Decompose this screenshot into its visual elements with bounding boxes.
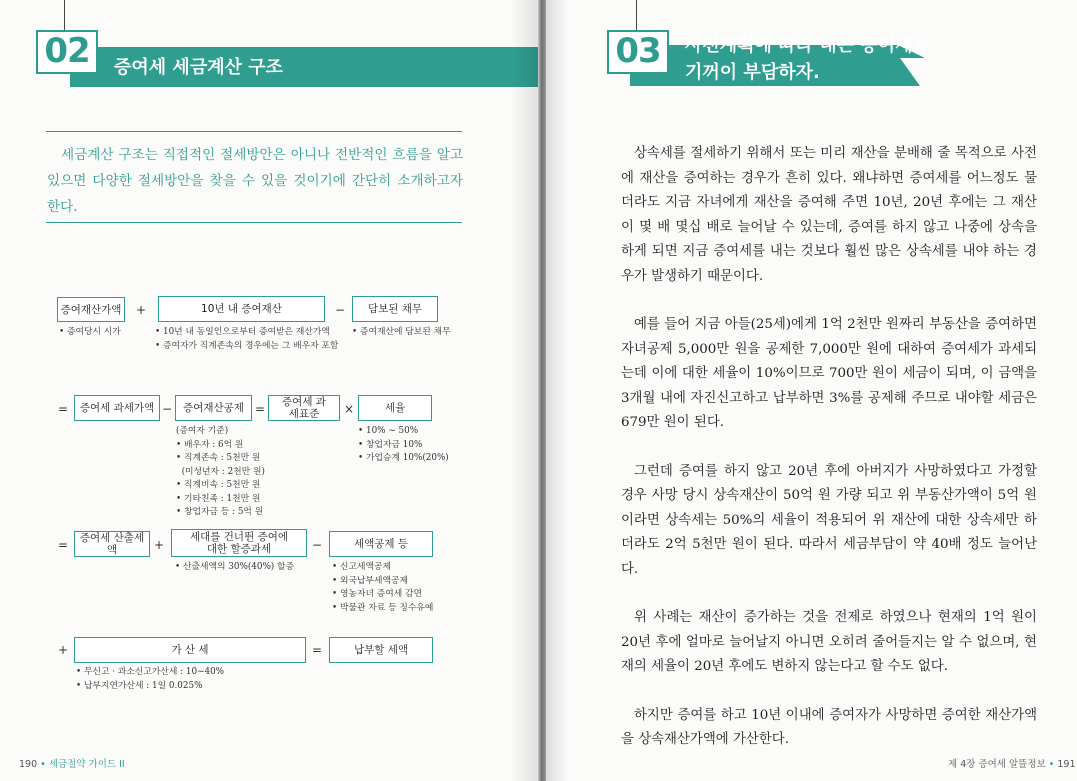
note-line: • 10% ~ 50% xyxy=(358,426,419,436)
operator: − xyxy=(334,303,346,317)
intro-bottom-rule xyxy=(46,222,462,223)
paragraph: 위 사례는 재산이 증가하는 것을 전제로 하였으나 현재의 1억 원이 20년 후에 얼마로 늘어날지 아니면 오히려 줄어들지는 알 수 없으며, 현재의 세율이 20년 후에도 변하지 않는다고 할 수도 없다. xyxy=(621,610,1037,674)
operator: = xyxy=(311,643,323,657)
note-line: (증여자 기준) xyxy=(176,426,229,436)
notes-debt xyxy=(352,326,451,340)
section-title-line2: 기꺼이 부담하자. xyxy=(685,62,820,83)
box-gift-deduction: 증여재산공제 xyxy=(175,395,252,421)
operator: − xyxy=(161,402,173,416)
note-line: • 증여당시 시가 xyxy=(59,327,121,337)
box-tax-credits: 세액공제 등 xyxy=(329,531,433,557)
section-number: 02 xyxy=(36,30,98,74)
note-line: • 창업자금 등 : 5억 원 xyxy=(176,507,264,517)
operator: = xyxy=(254,402,266,416)
note-line: • 창업자금 10% xyxy=(358,439,423,450)
notes-penalty xyxy=(76,666,224,693)
box-tax-rate: 세율 xyxy=(358,395,432,421)
notes-deduction xyxy=(176,425,265,520)
note-line: • 증여재산에 담보된 채무 xyxy=(352,327,451,337)
header-line xyxy=(64,0,65,30)
note-line: • 무신고 · 과소신고가산세 : 10~40% xyxy=(76,667,225,677)
running-title: 세금절약 가이드 II xyxy=(48,759,125,770)
paragraph: 그런데 증여를 하지 않고 20년 후에 아버지가 사망하였다고 가정할 경우 사망 당시 상속재산이 50억 원 가량 되고 위 부동산가액이 5억 원이라면 상속세는 50%의 세율이 적용되어 위 재산에 대한 상속세만 하더라도 2억 5천만 원이 된다. 따라서 세금부담이 약 40배 정도 늘어난다. xyxy=(621,463,1037,577)
notes-gift-value xyxy=(59,326,121,340)
paragraph: 하지만 증여를 하고 10년 이내에 증여자가 사망하면 증여한 재산가액을 상속재산가액에 가산한다. xyxy=(621,707,1037,747)
footer-left xyxy=(19,756,125,770)
box-penalty-tax: 가 산 세 xyxy=(74,637,306,663)
note-line: • 배우자 : 6억 원 xyxy=(176,439,244,450)
box-tax-base: 증여세 과세표준 xyxy=(268,395,340,421)
page-shadow xyxy=(510,0,538,781)
footer-right xyxy=(948,756,1076,770)
section-title: 증여세 세금계산 구조 xyxy=(114,57,284,78)
operator: + xyxy=(135,303,147,317)
note-line: • 증여자가 직계존속의 경우에는 그 배우자 포함 xyxy=(155,340,339,351)
page-shadow xyxy=(546,0,568,781)
notes-surcharge xyxy=(175,561,294,575)
operator: + xyxy=(57,643,69,657)
box-secured-debt: 담보된 채무 xyxy=(352,296,438,322)
page-number: 190 xyxy=(19,759,38,770)
operator: + xyxy=(153,538,165,552)
note-line: • 직계비속 : 5천만 원 xyxy=(176,480,261,490)
left-page xyxy=(0,0,538,781)
box-generation-skip-surcharge: 세대를 건너뛴 증여에 대한 할증과세 xyxy=(171,529,307,557)
paragraph: 예를 들어 지금 아들(25세)에게 1억 2천만 원짜리 부동산을 증여하면 자녀공제 5,000만 원을 공제한 7,000만 원에 대하여 증여세가 과세되는데 이에 대한 세율이 10%이므로 700만 원이 세금이 되며, 이 금액을 3개월 내에 자진신고하고 납부하면 3%를 공제해 주므로 내야할 세금은 679만 원이 된다. xyxy=(621,317,1037,430)
footer-bullet: • xyxy=(40,759,46,770)
paragraph: 상속세를 절세하기 위해서 또는 미리 재산을 분배해 줄 목적으로 사전에 재산을 증여하는 경우가 흔히 있다. 왜냐하면 증여세를 어느정도 물더라도 지금 자녀에게 재산을 증여해 주면 10년, 20년 후에는 그 재산이 몇 배 몇십 배로 늘어날 수 있는데, 증여를 하지 않고 나중에 상속을 하게 되면 지금 증여세를 내는 것보다 훨씬 많은 상속세를 내야 하는 경우가 발생하기 때문이다. xyxy=(621,146,1037,284)
note-line: • 산출세액의 30%(40%) 할증 xyxy=(175,562,295,572)
note-line: (미성년자 : 2천만 원) xyxy=(176,466,265,477)
box-gift-property-value: 증여재산가액 xyxy=(57,297,125,322)
notes-tax-rate xyxy=(358,425,449,466)
section-title-line1: 사전계획에 따라 내는 증여세는 xyxy=(685,35,930,56)
operator: × xyxy=(343,402,355,416)
box-10yr-gift-property: 10년 내 증여재산 xyxy=(158,296,325,322)
note-line: • 직계존속 : 5천만 원 xyxy=(176,453,261,463)
note-line: • 외국납부세액공제 xyxy=(332,575,408,586)
box-tax-payable: 납부할 세액 xyxy=(329,637,433,663)
note-line: • 영농자녀 증여세 감면 xyxy=(332,589,423,599)
operator: = xyxy=(57,538,69,552)
operator: − xyxy=(311,538,323,552)
note-line: • 10년 내 동일인으로부터 증여받은 재산가액 xyxy=(155,327,330,337)
box-taxable-amount: 증여세 과세가액 xyxy=(74,395,160,421)
box-computed-tax: 증여세 산출세액 xyxy=(74,531,150,557)
intro-text: 세금계산 구조는 직접적인 절세방안은 아니나 전반적인 흐름을 알고 있으면 다양한 절세방안을 찾을 수 있을 것이기에 간단히 소개하고자 한다. xyxy=(47,147,463,215)
body-text xyxy=(621,142,1037,753)
notes-10yr xyxy=(155,326,338,353)
header-line xyxy=(636,0,637,30)
note-line: • 가업승계 10%(20%) xyxy=(358,453,449,463)
note-line: • 신고세액공제 xyxy=(332,562,391,572)
note-line: • 박물관 자료 등 징수유예 xyxy=(332,602,434,613)
notes-credits xyxy=(332,561,433,615)
operator: = xyxy=(57,402,69,416)
section-number: 03 xyxy=(607,30,669,74)
page-number: 191 xyxy=(1057,759,1076,770)
book-gutter xyxy=(538,0,546,781)
running-title: 제 4장 증여세 알뜰정보 xyxy=(948,759,1046,770)
note-line: • 납부지연가산세 : 1일 0.025% xyxy=(76,680,203,691)
footer-bullet: • xyxy=(1048,759,1055,770)
intro-top-rule xyxy=(46,131,462,132)
note-line: • 기타친족 : 1천만 원 xyxy=(176,493,261,504)
